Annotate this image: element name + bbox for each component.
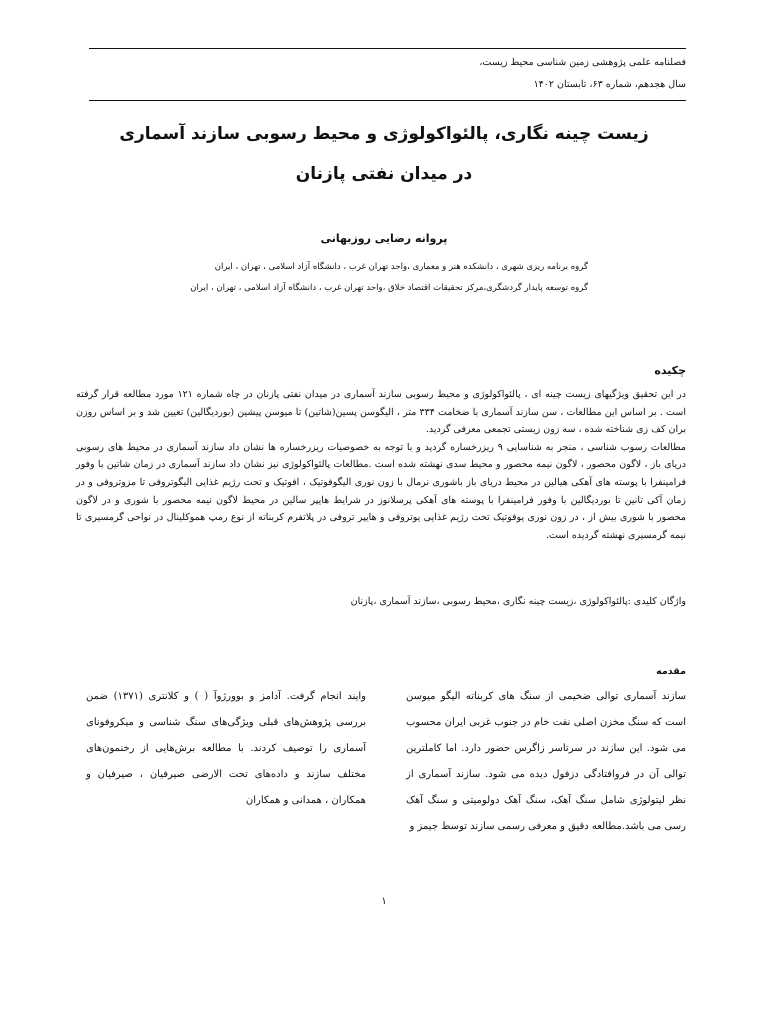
introduction-left-column <box>86 684 366 814</box>
journal-header <box>89 48 686 101</box>
introduction-heading: مقدمه <box>656 666 686 677</box>
keywords: واژگان کلیدی :پالئواکولوژی ،زیست چینه نگاری ،محیط رسوبی ،سازند آسماری ،پازنان <box>350 596 686 607</box>
page-number: ۱ <box>381 896 387 907</box>
journal-issue: سال هجدهم، شماره ۶۳، تابستان ۱۴۰۲ <box>533 79 686 90</box>
affiliation-1: گروه برنامه ریزی شهری ، دانشکده هنر و معماری ،واحد تهران غرب ، دانشگاه آزاد اسلامی ، تهران ، ایران <box>214 262 588 272</box>
abstract-heading: چکیده <box>654 364 686 377</box>
abstract-paragraph-2: مطالعات رسوب شناسی ، منجر به شناسایی ۹ ریزرخساره گردید و با توجه به خصوصیات ریزرخساره ها نشان داد سازند آسماری در محیط های رسوبی دریای باز ، لاگون محصور ، لاگون نیمه محصور و محیط سدی نهشته شده است .مطالعات پالئواکولوژی نیز نشان داد سازند آسماری در زمان شاتین با وفور فرامینفرا با پوسته های آهکی هیالین در محیط دریای باز باشوری نرمال با زون نوری الیگوفوتیک ، افوتیک و تحت رژیم غذایی الیگوتروفی تا مزوتروفی و در زمان آکی تانین تا بوردیگالین با وفور فرامینفرا با پوسته های آهکی پرسلانوز در شرایط هایپر سالین در محیط لاگون نیمه محصور با شوری و در لاگون محصور با شوری بیش از ، در زون نوری یوفوتیک تحت رژیم غذایی یوتروفی و هایپر تروفی در پلاتفرم کربناته از نوع رمپ هموکلینال در نواحی گرمسیری تا نیمه گرمسیری نهشته گردیده است. <box>76 441 686 541</box>
introduction-right-column <box>406 684 686 840</box>
introduction-right-text: سازند آسماری توالی ضخیمی از سنگ های کربناته الیگو میوسن است که سنگ مخزن اصلی نفت خام در جنوب غربی ایران محسوب می شود. این سازند در سرتاسر زاگرس حضور دارد. اما کاملترین توالی آن در فروافتادگی دزفول دیده می شود. سازند آسماری از نظر لیتولوژی شامل سنگ آهک، سنگ آهک دولومیتی و سنگ آهک رسی می باشد.مطالعه دقیق و معرفی رسمی سازند توسط جیمز و <box>406 691 686 832</box>
paper-title <box>60 114 708 194</box>
journal-name: فصلنامه علمی پژوهشی زمین شناسی محیط زیست، <box>479 57 686 68</box>
paper-title-line-2: در میدان نفتی پازنان <box>295 164 473 184</box>
abstract-body <box>76 386 686 544</box>
introduction-left-text: وایند انجام گرفت. آدامز و بوورژوآ ( ) و کلانتری (۱۳۷۱) ضمن بررسی پژوهش‌های قبلی ویژگی‌های سنگ شناسی و میکروفونای آسماری را توصیف کردند. با مطالعه برش‌هایی از رخنمون‌های مختلف سازند و داده‌های تحت الارضی صیرفیان ، صیرفیان و همکاران ، همدانی و همکاران <box>86 691 367 806</box>
paper-title-line-1: زیست چینه نگاری، پالئواکولوژی و محیط رسوبی سازند آسماری <box>119 124 649 144</box>
affiliation-2: گروه توسعه پایدار گردشگری،مرکز تحقیقات اقتصاد خلاق ،واحد تهران غرب ، دانشگاه آزاد اسلامی ، تهران ، ایران <box>190 283 588 293</box>
abstract-paragraph-1: در این تحقیق ویژگیهای زیست چینه ای ، پالئواکولوژی و محیط رسوبی سازند آسماری در میدان نفتی پازنان در چاه شماره ۱۲۱ مورد مطالعه قرار گرفته است . بر اساس این مطالعات ، سن سازند آسماری با ضخامت ۳۳۴ متر ، الیگوسن پسین(شاتین) تا میوسن پیشین (بوردیگالین) تعیین شد و بر اساس روزن بران کف زی شناخته شده ، سه زون زیستی تجمعی معرفی گردید. <box>76 389 686 436</box>
author-name: پروانه رضایی روزبهانی <box>320 232 448 245</box>
